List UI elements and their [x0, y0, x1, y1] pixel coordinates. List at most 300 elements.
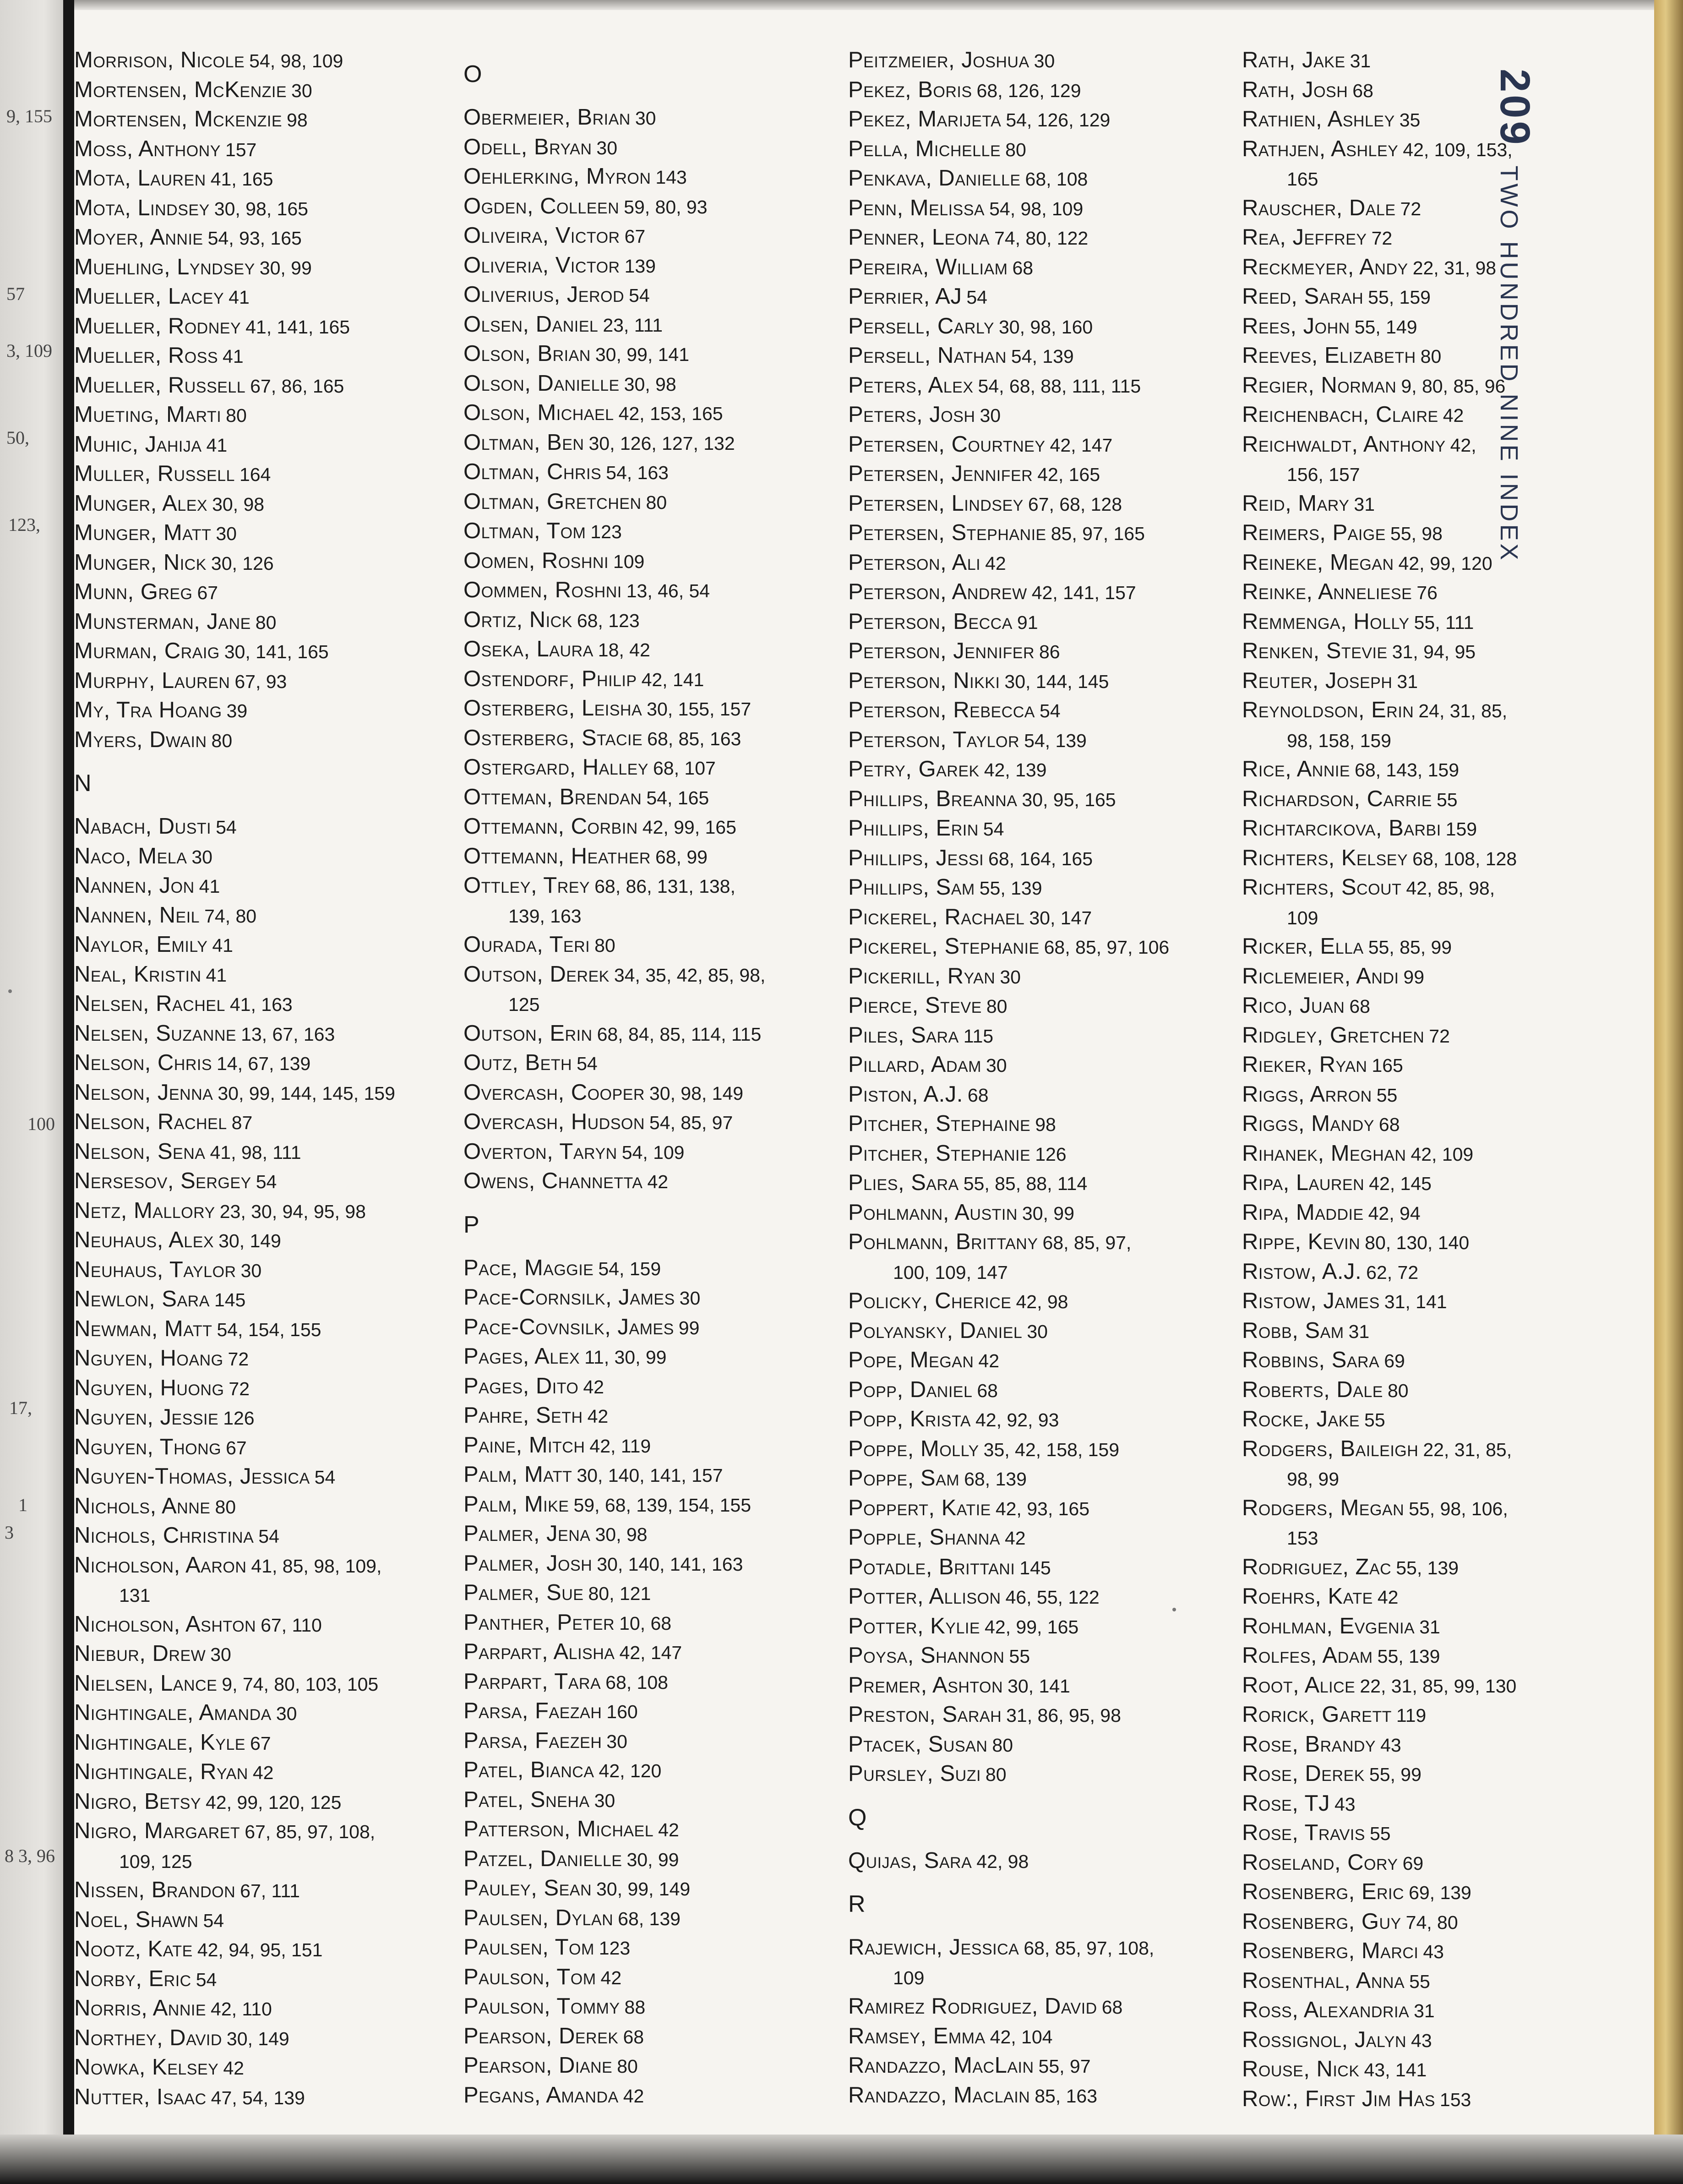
- entry-name: Rajewich, Jessica: [848, 1935, 1019, 1960]
- index-entry: [848, 282, 1215, 312]
- index-entry: [848, 1139, 1215, 1169]
- entry-name: Paulson, Tommy: [463, 1994, 620, 2019]
- index-entry: [463, 1785, 830, 1815]
- section-letter: Q: [848, 1804, 867, 1831]
- entry-name: Nelsen, Rachel: [74, 991, 225, 1016]
- index-entry: [74, 1787, 441, 1817]
- entry-name: Paulsen, Tom: [463, 1935, 594, 1960]
- entry-pages: 153: [1439, 2089, 1471, 2110]
- entry-name: Rico, Juan: [1242, 993, 1345, 1018]
- index-entry: [1242, 1228, 1608, 1257]
- entry-pages: 143: [655, 167, 687, 188]
- index-entry: [463, 1756, 830, 1785]
- entry-name: Ottley, Trey: [463, 873, 590, 898]
- index-entry: [1242, 607, 1608, 637]
- entry-pages: 80: [992, 1734, 1013, 1756]
- entry-name: Munger, Nick: [74, 550, 207, 575]
- entry-pages: 68, 107: [653, 758, 716, 779]
- index-entry: [463, 1048, 830, 1078]
- entry-name: Netz, Mallory: [74, 1198, 215, 1223]
- entry-pages: 42, 99, 165: [642, 817, 736, 838]
- entry-pages: 30, 98, 149: [649, 1082, 744, 1104]
- entry-pages: 54: [196, 1969, 217, 1990]
- entry-pages: 30: [240, 1260, 262, 1281]
- index-entry: [1242, 223, 1608, 253]
- entry-name: Pickerill, Ryan: [848, 963, 996, 988]
- entry-pages: 80, 121: [588, 1583, 651, 1604]
- index-entry: [1242, 1198, 1608, 1228]
- entry-pages: 55: [1376, 1084, 1398, 1106]
- entry-name: Rathien, Ashley: [1242, 107, 1395, 131]
- entry-pages: 30, 140, 141, 163: [597, 1553, 743, 1575]
- entry-name: Poppe, Molly: [848, 1436, 979, 1461]
- entry-pages: 41, 85, 98, 109,: [251, 1555, 382, 1577]
- index-entry: [848, 2022, 1215, 2052]
- index-entry: [848, 1287, 1215, 1316]
- entry-pages: 13, 46, 54: [626, 580, 710, 601]
- index-entry: [1242, 1907, 1608, 1937]
- entry-pages: 131: [119, 1585, 151, 1606]
- entry-name: Randazzo, Maclain: [848, 2082, 1030, 2108]
- entry-pages: 139, 163: [508, 905, 582, 927]
- entry-pages: 55, 139: [979, 878, 1042, 899]
- entry-pages: 54: [983, 819, 1004, 840]
- entry-name: Nelson, Jenna: [74, 1080, 213, 1105]
- entry-name: Newman, Matt: [74, 1316, 212, 1341]
- entry-pages: 54, 163: [606, 462, 669, 483]
- entry-pages: 42, 145: [1369, 1173, 1432, 1194]
- index-entry: [848, 1933, 1215, 1963]
- entry-pages: 30: [191, 846, 212, 868]
- entry-name: Nightingale, Ryan: [74, 1759, 248, 1784]
- entry-pages: 55, 139: [1377, 1646, 1440, 1667]
- entry-name: Nabach, Dusti: [74, 814, 212, 839]
- index-entry: [463, 1342, 830, 1372]
- entry-pages: 85, 163: [1035, 2085, 1097, 2107]
- entry-pages: 30, 95, 165: [1022, 789, 1116, 810]
- entry-pages: 123: [590, 521, 622, 542]
- index-entry: [1242, 282, 1608, 312]
- index-entry: [463, 1697, 830, 1726]
- entry-pages: 100, 109, 147: [893, 1261, 1008, 1283]
- index-entry: [463, 871, 830, 901]
- entry-name: Oehlerking, Myron: [463, 164, 651, 189]
- entry-pages: 9, 80, 85, 96: [1401, 375, 1506, 397]
- index-entry: [463, 1963, 830, 1993]
- entry-pages: 42: [1443, 405, 1464, 426]
- entry-pages: 54, 154, 155: [217, 1319, 321, 1340]
- index-entry: [463, 1431, 830, 1461]
- margin-fragment: 9, 155: [6, 106, 52, 126]
- index-entry: [74, 1758, 441, 1787]
- entry-name: Oltman, Gretchen: [463, 489, 642, 514]
- entry-pages: 98: [287, 109, 308, 131]
- page-top-shadow: [0, 0, 1683, 10]
- index-entry: [1242, 1139, 1608, 1169]
- entry-pages: 35: [1399, 109, 1421, 131]
- entry-pages: 42: [658, 1819, 679, 1840]
- index-entry: [1242, 1996, 1608, 2026]
- index-entry: [848, 1582, 1215, 1612]
- entry-name: Pace, Maggie: [463, 1255, 594, 1280]
- entry-name: Robb, Sam: [1242, 1318, 1344, 1343]
- entry-name: Rauscher, Dale: [1242, 195, 1396, 220]
- entry-pages: 30: [679, 1288, 701, 1309]
- entry-name: Piston, A.J.: [848, 1081, 963, 1107]
- entry-pages: 30, 99: [259, 257, 312, 278]
- entry-pages: 91: [1017, 612, 1038, 633]
- entry-name: Nichols, Anne: [74, 1493, 211, 1518]
- entry-pages: 30: [594, 1790, 615, 1811]
- entry-pages: 46, 55, 122: [1005, 1587, 1100, 1608]
- index-entry: [463, 635, 830, 665]
- entry-name: Reed, Sarah: [1242, 284, 1364, 309]
- entry-pages: 72: [1371, 228, 1393, 249]
- entry-pages: 30: [1034, 50, 1055, 71]
- entry-name: Ottemann, Corbin: [463, 814, 638, 839]
- entry-pages: 145: [214, 1289, 246, 1310]
- entry-name: Oliverius, Jerod: [463, 282, 625, 307]
- entry-pages: 30, 149: [226, 2028, 289, 2049]
- entry-name: Robbins, Sara: [1242, 1348, 1380, 1372]
- index-entry: [1242, 755, 1608, 785]
- entry-name: Patel, Sneha: [463, 1787, 590, 1812]
- entry-pages: 55, 97: [1038, 2056, 1091, 2077]
- entry-pages: 42, 141: [641, 669, 704, 690]
- entry-name: Muhic, Jahija: [74, 431, 202, 457]
- index-entry: [1242, 1376, 1608, 1405]
- index-entry: [848, 1523, 1215, 1553]
- entry-pages: 80: [1420, 346, 1442, 367]
- entry-pages: 42: [647, 1171, 669, 1192]
- entry-pages: 80: [985, 1764, 1007, 1785]
- index-entry-continuation: [848, 1963, 1215, 1993]
- index-entry: [1242, 194, 1608, 224]
- entry-pages: 54: [203, 1910, 224, 1931]
- entry-pages: 68, 85, 163: [647, 728, 741, 749]
- index-entry: [848, 1435, 1215, 1464]
- entry-pages: 67, 68, 128: [1028, 493, 1122, 515]
- index-entry: [1242, 430, 1608, 460]
- entry-name: Paulson, Tom: [463, 1964, 596, 1989]
- index-entry: [463, 1726, 830, 1756]
- index-entry: [463, 812, 830, 842]
- index-entry: [463, 1608, 830, 1638]
- entry-name: Persell, Carly: [848, 313, 994, 339]
- index-entry: [463, 2081, 830, 2111]
- entry-pages: 69, 139: [1409, 1882, 1471, 1903]
- index-entry: [463, 1638, 830, 1667]
- entry-pages: 126: [223, 1408, 255, 1429]
- entry-pages: 42, 94: [1368, 1202, 1421, 1224]
- index-column-3: [848, 46, 1215, 2110]
- index-entry: [74, 901, 441, 931]
- entry-name: Polyansky, Daniel: [848, 1318, 1023, 1343]
- entry-pages: 23, 111: [603, 314, 663, 336]
- entry-pages: 31: [1419, 1616, 1440, 1638]
- index-entry: [1242, 2055, 1608, 2085]
- index-entry: [74, 1019, 441, 1049]
- page-number: 209: [1492, 69, 1538, 147]
- index-entry: [74, 105, 441, 135]
- index-entry: [74, 459, 441, 489]
- entry-pages: 72: [1400, 198, 1422, 219]
- entry-pages: 42, 109: [1411, 1143, 1474, 1165]
- index-entry: [74, 1137, 441, 1167]
- index-entry: [463, 458, 830, 487]
- index-entry: [848, 814, 1215, 844]
- entry-pages: 68: [623, 2026, 644, 2048]
- entry-pages: 42, 147: [1050, 434, 1113, 456]
- entry-name: Reckmeyer, Andy: [1242, 254, 1408, 279]
- entry-name: Row:, First Jim Has: [1242, 2086, 1435, 2111]
- entry-name: Patzel, Danielle: [463, 1846, 622, 1871]
- entry-name: Penner, Leona: [848, 225, 990, 250]
- entry-pages: 54: [216, 817, 237, 838]
- running-head: [1491, 69, 1539, 563]
- entry-name: Pahre, Seth: [463, 1403, 583, 1428]
- index-entry: [848, 430, 1215, 460]
- entry-name: Peters, Josh: [848, 402, 975, 427]
- index-entry: [74, 1256, 441, 1285]
- entry-name: Nicholson, Aaron: [74, 1552, 247, 1578]
- entry-pages: 55, 85, 99: [1368, 937, 1452, 958]
- entry-pages: 68, 84, 85, 114, 115: [597, 1023, 762, 1045]
- entry-pages: 67, 110: [261, 1614, 322, 1636]
- entry-name: Ourada, Teri: [463, 932, 590, 957]
- section-letter: N: [74, 770, 92, 797]
- entry-name: Rippe, Kevin: [1242, 1229, 1361, 1254]
- entry-name: Reid, Mary: [1242, 491, 1350, 516]
- entry-pages: 30, 99, 149: [596, 1878, 691, 1900]
- index-entry: [1242, 991, 1608, 1021]
- entry-pages: 54: [314, 1467, 336, 1488]
- entry-pages: 41, 141, 165: [245, 316, 350, 338]
- entry-pages: 68, 143, 159: [1355, 759, 1459, 781]
- entry-pages: 30, 141: [1008, 1675, 1070, 1697]
- index-entry: [74, 1669, 441, 1699]
- index-entry: [74, 696, 441, 726]
- entry-pages: 22, 31, 98: [1412, 257, 1497, 278]
- entry-name: Munsterman, Jane: [74, 609, 251, 634]
- index-entry: [74, 282, 441, 312]
- entry-name: Ridgley, Gretchen: [1242, 1022, 1425, 1048]
- book-gutter: [63, 0, 74, 2184]
- entry-pages: 115: [963, 1025, 994, 1047]
- entry-pages: 72: [1429, 1025, 1450, 1047]
- index-entry: [74, 960, 441, 990]
- index-entry: [463, 1904, 830, 1933]
- entry-name: Nguyen-Thomas, Jessica: [74, 1464, 310, 1489]
- index-entry: [848, 873, 1215, 903]
- entry-name: Rosenberg, Marci: [1242, 1938, 1419, 1963]
- entry-name: Popple, Shanna: [848, 1525, 1000, 1550]
- entry-name: Rose, Derek: [1242, 1761, 1365, 1786]
- entry-pages: 55, 149: [1354, 316, 1417, 338]
- entry-name: Nightingale, Kyle: [74, 1730, 245, 1755]
- index-entry: [74, 842, 441, 872]
- entry-pages: 35, 42, 158, 159: [983, 1439, 1120, 1460]
- index-column-4: [1242, 46, 1608, 2114]
- index-entry: [848, 1168, 1215, 1198]
- entry-pages: 30, 140, 141, 157: [577, 1465, 723, 1486]
- entry-pages: 42: [587, 1406, 609, 1427]
- index-entry: [848, 637, 1215, 666]
- entry-name: Pearson, Derek: [463, 2023, 619, 2048]
- index-entry: [1242, 1759, 1608, 1789]
- index-entry: [848, 1346, 1215, 1376]
- index-entry: [74, 666, 441, 696]
- index-entry: [848, 1316, 1215, 1346]
- entry-pages: 98, 99: [1287, 1469, 1339, 1490]
- entry-pages: 88: [624, 1997, 646, 2018]
- entry-pages: 13, 67, 163: [241, 1023, 335, 1045]
- entry-pages: 30, 126: [211, 552, 274, 574]
- entry-name: Reinke, Anneliese: [1242, 579, 1412, 604]
- entry-name: Ramirez Rodriguez, David: [848, 1994, 1097, 2019]
- entry-pages: 55: [1009, 1646, 1030, 1667]
- entry-pages: 68, 85, 97,: [1042, 1232, 1132, 1253]
- entry-name: Rea, Jeffrey: [1242, 225, 1367, 250]
- entry-name: Peterson, Becca: [848, 609, 1013, 634]
- entry-name: Reuter, Joseph: [1242, 668, 1393, 693]
- entry-name: Premer, Ashton: [848, 1672, 1003, 1698]
- index-entry: [74, 548, 441, 578]
- entry-name: Petersen, Stephanie: [848, 520, 1046, 545]
- entry-pages: 30, 99, 141: [595, 344, 690, 365]
- entry-name: Pillard, Adam: [848, 1052, 981, 1077]
- entry-name: Pages, Alex: [463, 1344, 580, 1369]
- entry-name: Paine, Mitch: [463, 1432, 585, 1458]
- entry-name: Rieker, Ryan: [1242, 1052, 1367, 1077]
- entry-name: Pekez, Boris: [848, 77, 972, 102]
- index-entry: [463, 369, 830, 399]
- entry-pages: 42: [583, 1376, 604, 1398]
- entry-pages: 80: [1005, 139, 1026, 160]
- index-entry: [463, 1167, 830, 1196]
- entry-name: Ristow, James: [1242, 1289, 1380, 1313]
- index-entry-continuation: [74, 1846, 441, 1876]
- entry-name: Richardson, Carrie: [1242, 786, 1432, 811]
- entry-name: Oltman, Ben: [463, 430, 584, 455]
- index-entry: [1242, 1937, 1608, 1966]
- entry-name: Myers, Dwain: [74, 727, 207, 752]
- entry-pages: 42, 99, 165: [985, 1616, 1079, 1638]
- entry-pages: 39: [226, 700, 248, 721]
- index-entry: [848, 1553, 1215, 1583]
- entry-name: Piles, Sara: [848, 1022, 959, 1048]
- index-entry: [463, 251, 830, 281]
- entry-name: Rouse, Nick: [1242, 2057, 1360, 2081]
- entry-pages: 54, 109: [621, 1141, 685, 1163]
- entry-pages: 68: [1012, 257, 1034, 278]
- index-entry: [463, 724, 830, 753]
- entry-pages: 9, 74, 80, 103, 105: [222, 1673, 379, 1695]
- index-entry: [1242, 1316, 1608, 1346]
- index-entry-continuation: [1242, 1464, 1608, 1494]
- index-entry: [1242, 371, 1608, 401]
- entry-name: Mueting, Marti: [74, 402, 222, 427]
- entry-pages: 74, 80, 122: [994, 228, 1089, 249]
- entry-pages: 30, 144, 145: [1004, 671, 1109, 692]
- entry-pages: 54: [577, 1053, 598, 1074]
- entry-pages: 68, 86, 131, 138,: [594, 876, 735, 897]
- entry-pages: 30: [606, 1731, 627, 1752]
- entry-pages: 68: [1378, 1114, 1400, 1135]
- entry-name: Panther, Peter: [463, 1610, 615, 1635]
- index-entry: [1242, 253, 1608, 283]
- entry-name: Neuhaus, Taylor: [74, 1257, 236, 1282]
- entry-pages: 157: [225, 139, 257, 160]
- entry-name: Nielsen, Lance: [74, 1671, 218, 1696]
- entry-name: Rodgers, Megan: [1242, 1495, 1405, 1520]
- entry-name: Petry, Garek: [848, 757, 980, 781]
- entry-name: Noel, Shawn: [74, 1907, 199, 1932]
- index-entry: [1242, 1730, 1608, 1760]
- section-letter: O: [463, 61, 482, 88]
- entry-name: Mueller, Russell: [74, 372, 246, 398]
- entry-pages: 67, 111: [240, 1880, 300, 1901]
- entry-pages: 42, 99, 120: [1398, 552, 1492, 574]
- entry-name: Rice, Annie: [1242, 757, 1351, 781]
- index-entry: [848, 696, 1215, 726]
- index-entry: [1242, 1848, 1608, 1878]
- index-entry: [74, 76, 441, 105]
- entry-name: Newlon, Sara: [74, 1287, 210, 1311]
- entry-pages: 109: [1287, 907, 1318, 928]
- index-entry-continuation: [1242, 1523, 1608, 1553]
- entry-pages: 54: [258, 1526, 279, 1547]
- entry-pages: 98: [1035, 1114, 1056, 1135]
- entry-pages: 55: [1364, 1409, 1385, 1431]
- entry-pages: 67, 85, 97, 108,: [245, 1821, 376, 1842]
- entry-name: Roehrs, Kate: [1242, 1584, 1373, 1609]
- entry-name: Nightingale, Amanda: [74, 1700, 272, 1725]
- entry-pages: 55: [1369, 1823, 1391, 1844]
- entry-name: Owens, Channetta: [463, 1168, 643, 1193]
- entry-pages: 68: [1101, 1997, 1123, 2018]
- entry-name: Nersesov, Sergey: [74, 1168, 251, 1193]
- entry-pages: 68, 139: [964, 1469, 1027, 1490]
- entry-name: Outson, Derek: [463, 961, 610, 987]
- index-entry: [74, 1876, 441, 1906]
- entry-pages: 55, 111: [1414, 612, 1474, 633]
- entry-name: Mota, Lauren: [74, 166, 206, 191]
- entry-pages: 41: [206, 964, 227, 986]
- entry-pages: 68: [1349, 996, 1370, 1017]
- index-entry: [463, 1490, 830, 1520]
- entry-name: Preston, Sarah: [848, 1702, 1002, 1727]
- entry-pages: 99: [678, 1317, 700, 1338]
- entry-name: Rathjen, Ashley: [1242, 136, 1399, 161]
- index-entry: [848, 1671, 1215, 1701]
- entry-pages: 43: [1423, 1941, 1444, 1962]
- entry-pages: 80: [226, 405, 247, 426]
- entry-pages: 42, 147: [619, 1642, 682, 1663]
- entry-name: Paulsen, Dylan: [463, 1905, 614, 1930]
- entry-pages: 80: [986, 996, 1008, 1017]
- index-entry: [74, 194, 441, 224]
- index-entry: [848, 666, 1215, 696]
- entry-pages: 54, 165: [646, 787, 709, 808]
- index-entry: [463, 1933, 830, 1963]
- entry-name: Muller, Russell: [74, 461, 235, 486]
- index-column-2: [463, 46, 830, 2110]
- entry-pages: 54, 98, 109: [989, 198, 1084, 219]
- index-entry: [848, 548, 1215, 578]
- entry-name: Peterson, Jennifer: [848, 639, 1035, 663]
- index-entry: [1242, 1257, 1608, 1287]
